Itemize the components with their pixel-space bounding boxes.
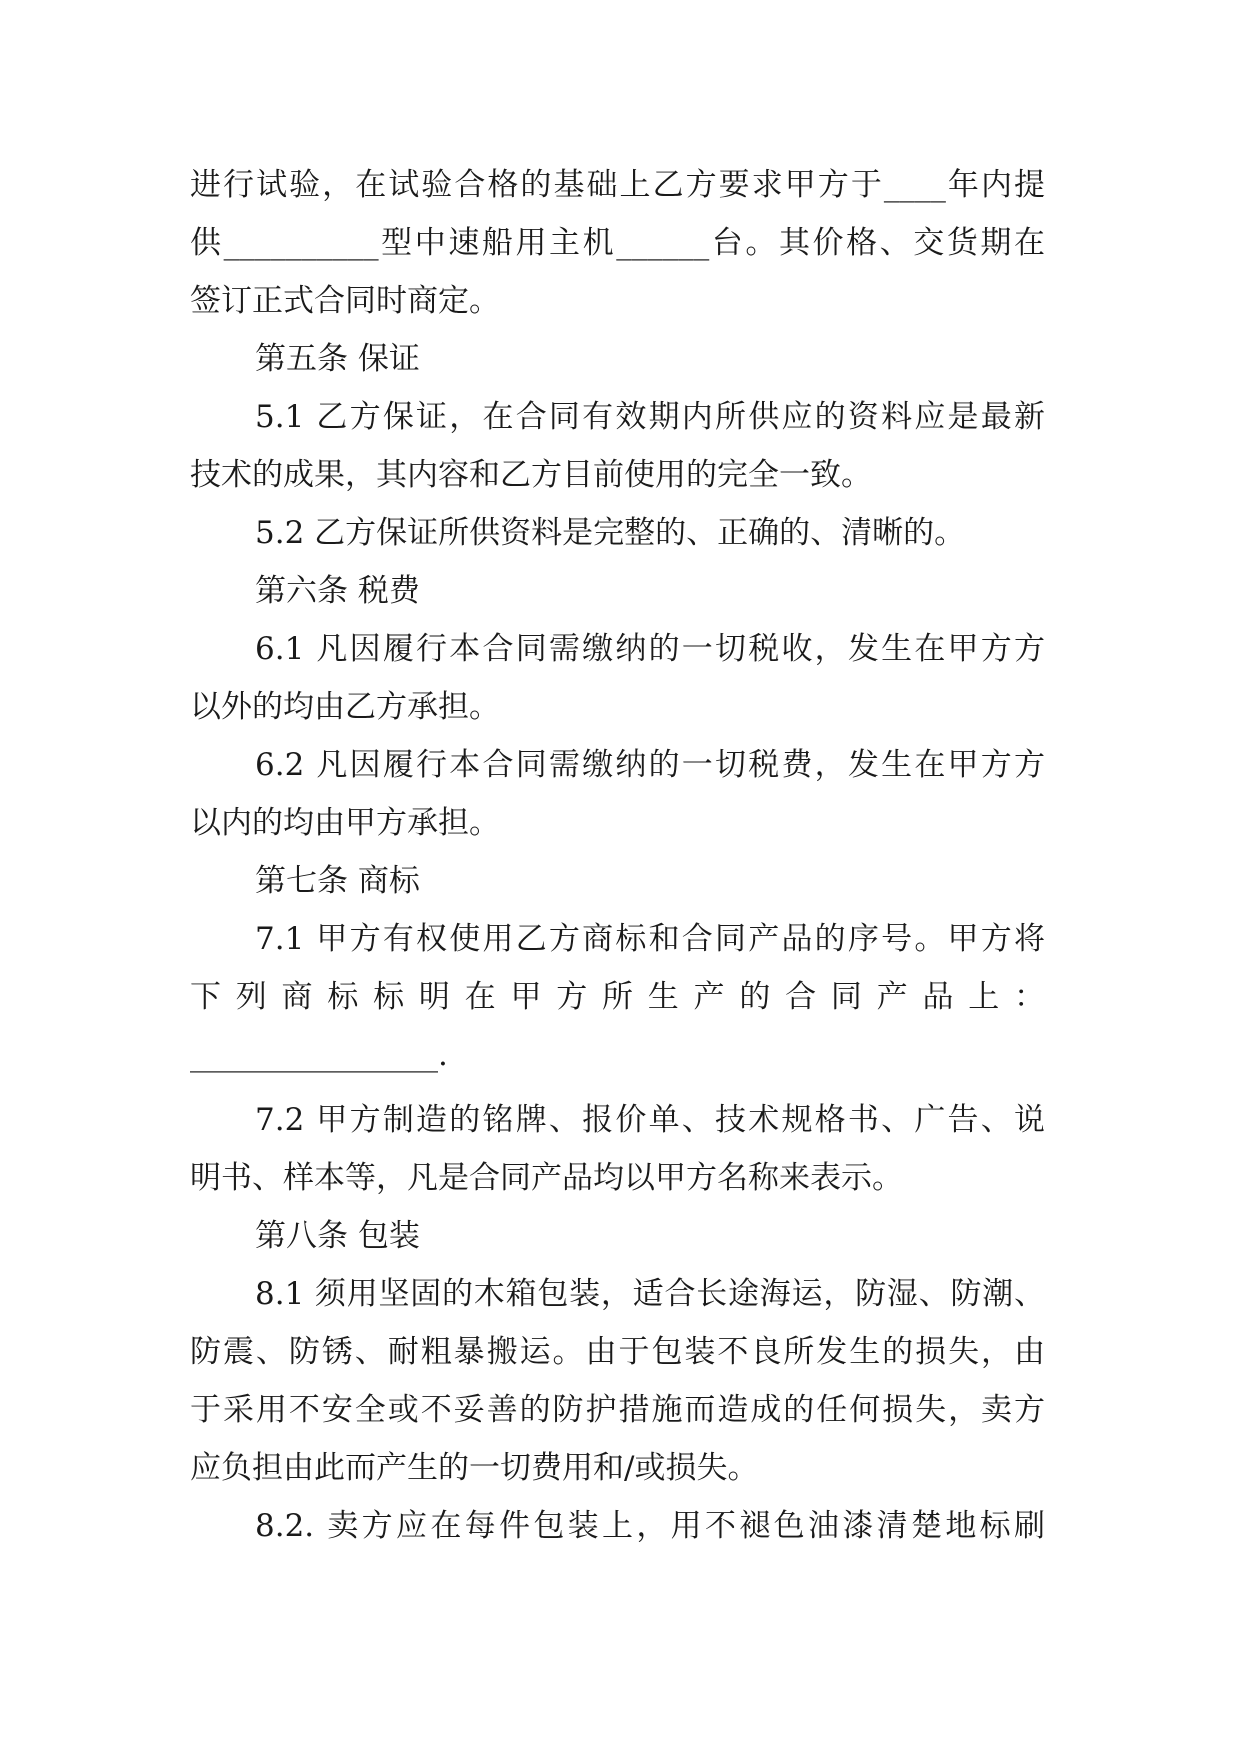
clause-5-1-line-2: 技术的成果，其内容和乙方目前使用的完全一致。 xyxy=(190,457,872,493)
clause-8-1-line-3: 于采用不安全或不妥善的防护措施而造成的任何损失，卖方 xyxy=(190,1392,1045,1428)
clause-6-2-line-1: 6.2 凡因履行本合同需缴纳的一切税费，发生在甲方方 xyxy=(255,747,1045,783)
clause-5-2: 5.2 乙方保证所供资料是完整的、正确的、清晰的。 xyxy=(255,515,966,551)
section-heading-8: 第八条 包装 xyxy=(255,1218,420,1254)
clause-7-2-line-2: 明书、样本等，凡是合同产品均以甲方名称来表示。 xyxy=(190,1160,903,1196)
clause-6-1-line-1: 6.1 凡因履行本合同需缴纳的一切税收，发生在甲方方 xyxy=(255,631,1045,667)
text-line-2: 供__________型中速船用主机______台。其价格、交货期在 xyxy=(190,225,1045,261)
clause-7-1-blank: ________________. xyxy=(190,1037,448,1073)
section-heading-6: 第六条 税费 xyxy=(255,573,420,609)
section-heading-7: 第七条 商标 xyxy=(255,863,420,899)
clause-7-1-line-2: 下列商标标明在甲方所生产的合同产品上： xyxy=(190,979,1045,1015)
text-line-1: 进行试验，在试验合格的基础上乙方要求甲方于____年内提 xyxy=(190,167,1045,203)
section-heading-5: 第五条 保证 xyxy=(255,341,420,377)
clause-5-1-line-1: 5.1 乙方保证，在合同有效期内所供应的资料应是最新 xyxy=(255,399,1045,435)
clause-8-1-line-1: 8.1 须用坚固的木箱包装，适合长途海运，防湿、防潮、 xyxy=(255,1276,1045,1312)
clause-8-2-line-1: 8.2. 卖方应在每件包装上，用不褪色油漆清楚地标刷 xyxy=(255,1508,1045,1544)
clause-8-1-line-2: 防震、防锈、耐粗暴搬运。由于包装不良所发生的损失，由 xyxy=(190,1334,1045,1370)
clause-6-1-line-2: 以外的均由乙方承担。 xyxy=(190,689,500,725)
clause-6-2-line-2: 以内的均由甲方承担。 xyxy=(190,805,500,841)
text-line-3: 签订正式合同时商定。 xyxy=(190,283,500,319)
clause-8-1-line-4: 应负担由此而产生的一切费用和/或损失。 xyxy=(190,1450,759,1486)
clause-7-1-line-1: 7.1 甲方有权使用乙方商标和合同产品的序号。甲方将 xyxy=(255,921,1045,957)
clause-7-2-line-1: 7.2 甲方制造的铭牌、报价单、技术规格书、广告、说 xyxy=(255,1102,1045,1138)
